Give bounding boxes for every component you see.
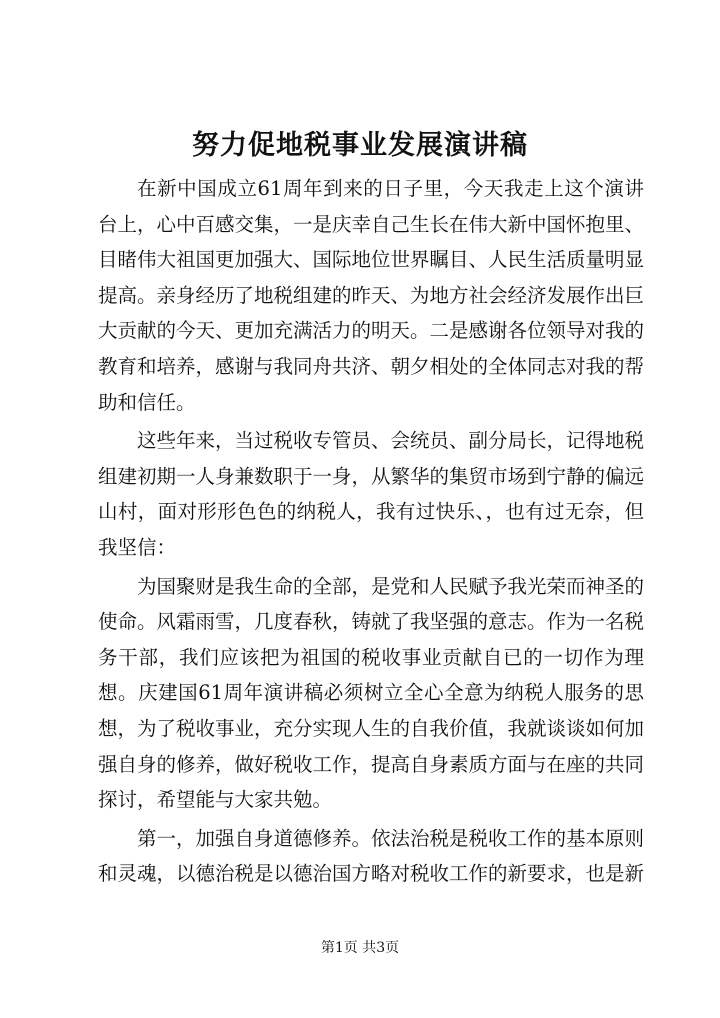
document-body xyxy=(98,171,644,892)
paragraph-2: 这些年来，当过税收专管员、会统员、副分局长，记得地税组建初期一人身兼数职于一身，从繁华的集贸市场到宁静的偏远山村，面对形形色色的纳税人，我有过快乐、，也有过无奈，但我坚信： xyxy=(98,429,645,559)
document-title: 努力促地税事业发展演讲稿 xyxy=(192,130,528,161)
paragraph-1: 在新中国成立61周年到来的日子里，今天我走上这个演讲台上，心中百感交集，一是庆幸自己生长在伟大新中国怀抱里、目睹伟大祖国更加强大、国际地位世界瞩目、人民生活质量明显提高。亲身经历了地税组建的昨天、为地方社会经济发展作出巨大贡献的今天、更加充满活力的明天。二是感谢各位领导对我的教育和培养，感谢与我同舟共济、朝夕相处的全体同志对我的帮助和信任。 xyxy=(98,177,645,414)
page-footer: 第1页 共3页 xyxy=(320,940,400,956)
paragraph-4: 第一，加强自身道德修养。依法治税是税收工作的基本原则和灵魂，以德治税是以德治国方略对税收工作的新要求，也是新 xyxy=(98,826,645,886)
paragraph-3: 为国聚财是我生命的全部，是党和人民赋予我光荣而神圣的使命。风霜雨雪，几度春秋，铸就了我坚强的意志。作为一名税务干部，我们应该把为祖国的税收事业贡献自已的一切作为理想。庆建国61周年演讲稿必须树立全心全意为纳税人服务的思想，为了税收事业，充分实现人生的自我价值，我就谈谈如何加强自身的修养，做好税收工作，提高自身素质方面与在座的共同探讨，希望能与大家共勉。 xyxy=(98,574,645,812)
